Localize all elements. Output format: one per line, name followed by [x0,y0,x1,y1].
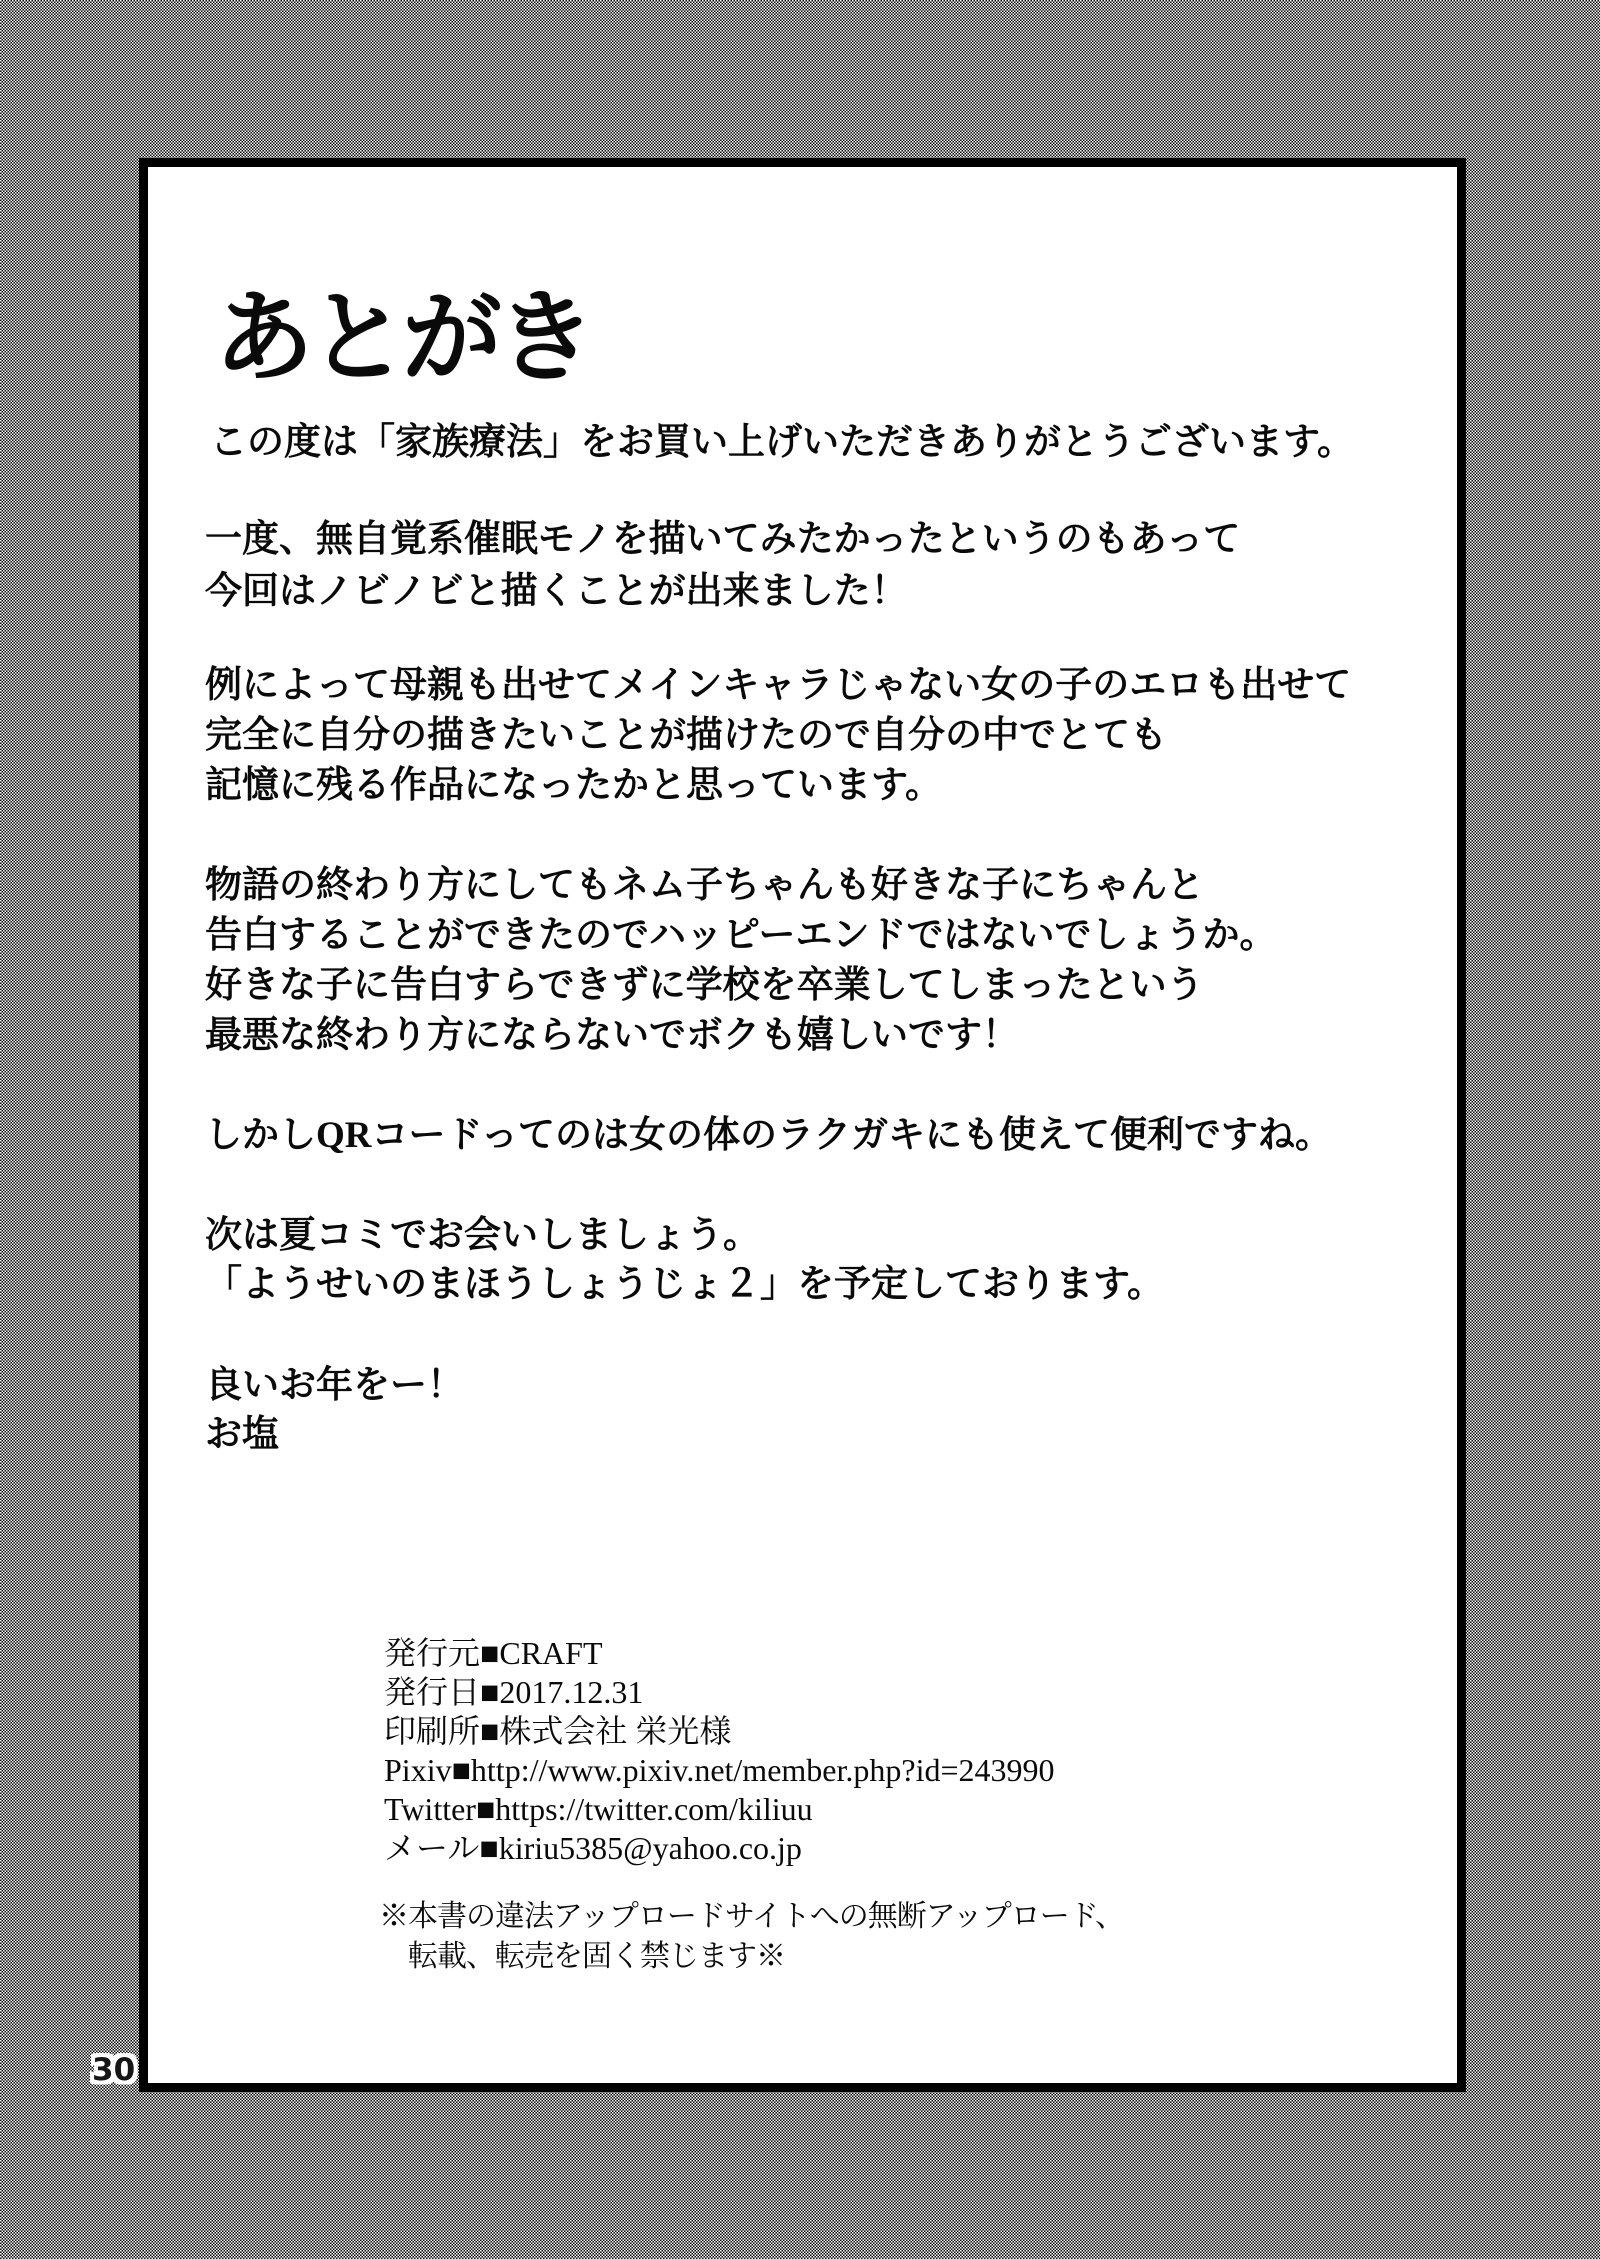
paragraph-story-ending [205,861,1277,1061]
text-line: 例によって母親も出せてメインキャラじゃない女の子のエロも出せて [205,665,1352,706]
email-address: kiriu5385@yahoo.co.jp [498,1830,802,1866]
colophon-label: Pixiv [384,1752,452,1788]
colophon-value: CRAFT [499,1635,603,1671]
upload-disclaimer [379,1897,1124,1977]
separator-square: ■ [475,1791,496,1827]
text-line: 今回はノビノビと描くことが出来ました！ [205,571,908,612]
disclaimer-line: 転載、転売を固く禁じます※ [408,1940,785,1973]
paragraph-next-event [205,1211,1164,1309]
text-line: 最悪な終わり方にならないでボクも嬉しいです！ [205,1015,1019,1056]
colophon-row-printer [384,1712,1055,1751]
colophon-row-pixiv [384,1751,1055,1790]
twitter-url: https://twitter.com/kiliuu [495,1791,813,1827]
text-line: 「ようせいのまほうしょうじょ２」を予定しております。 [205,1264,1165,1305]
colophon [384,1634,1055,1868]
afterword-title: あとがき [214,283,590,394]
text-line: 好きな子に告白すらできずに学校を卒業してしまったという [205,965,1204,1006]
colophon-row-publisher [384,1634,1055,1673]
separator-square: ■ [480,1674,500,1710]
text-line: 一度、無自覚系催眠モノを描いてみたかったというのもあって [205,519,1241,560]
page-number: 30 [92,2052,136,2088]
colophon-row-date [384,1673,1055,1712]
text-line: しかしQRコードってのは女の体のラクガキにも使えて便利ですね。 [205,1115,1333,1156]
separator-square: ■ [480,1635,500,1671]
author-name: お塩 [205,1414,279,1455]
paragraph-signoff [205,1361,464,1459]
colophon-value: 2017.12.31 [499,1674,644,1710]
paragraph-qr-code [205,1111,1332,1161]
paragraph-thanks [210,418,1354,468]
colophon-label: Twitter [384,1791,476,1827]
manga-page [139,158,1466,2092]
colophon-value: 株式会社 栄光様 [499,1713,732,1749]
separator-square: ■ [479,1830,499,1866]
paragraph-hypnosis [205,514,1240,618]
colophon-row-twitter [384,1790,1055,1829]
text-line: 記憶に残る作品になったかと思っています。 [205,765,943,806]
colophon-label: 発行日 [384,1674,481,1710]
text-line: 次は夏コミでお会いしましょう。 [205,1215,760,1256]
colophon-row-email [384,1829,1055,1868]
text-line: 物語の終わり方にしてもネム子ちゃんも好きな子にちゃんと [205,865,1204,906]
text-line: 良いお年をー！ [205,1365,464,1406]
pixiv-url: http://www.pixiv.net/member.php?id=243990 [470,1752,1055,1788]
separator-square: ■ [480,1713,500,1749]
colophon-label: メール [384,1830,480,1866]
separator-square: ■ [451,1752,471,1788]
text-line: 告白することができたのでハッピーエンドではないでしょうか。 [205,915,1277,956]
colophon-label: 印刷所 [384,1713,481,1749]
disclaimer-line: ※本書の違法アップロードサイトへの無断アップロード、 [379,1900,1124,1933]
text-line: 完全に自分の描きたいことが描けたので自分の中でとても [205,715,1167,756]
colophon-label: 発行元 [384,1635,481,1671]
text-line: この度は「家族療法」をお買い上げいただきありがとうございます。 [210,422,1355,463]
paragraph-memorable-work [205,661,1351,811]
